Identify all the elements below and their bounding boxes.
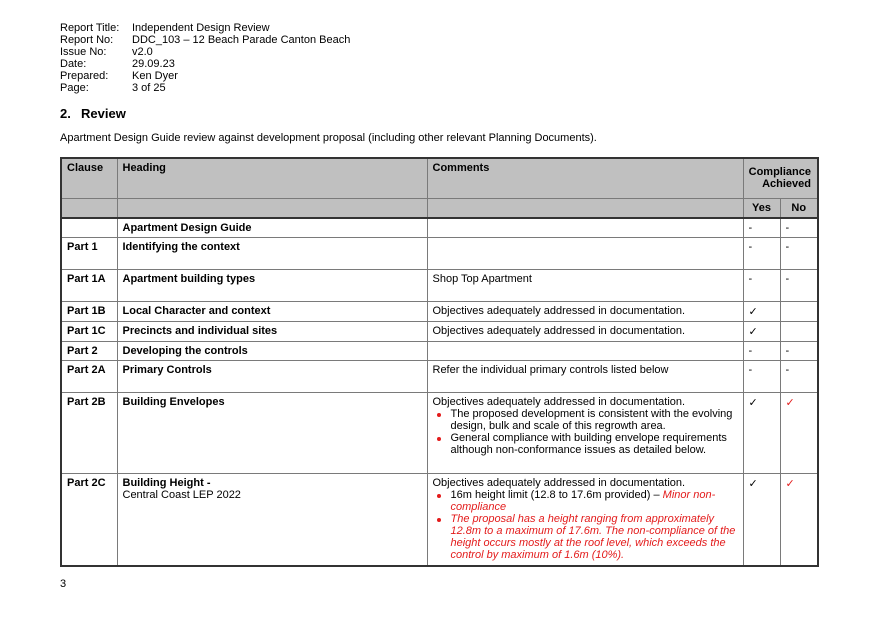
cell-heading: Apartment building types	[117, 270, 427, 302]
meta-label: Prepared:	[60, 70, 109, 82]
meta-label: Report No:	[60, 34, 114, 46]
cell-yes: ✓	[743, 474, 780, 566]
bullet-emphasis: The proposal has a height ranging from approximately 12.8m to a maximum of 17.6m. The non-compliance of the height occurs mostly at the roof level, which exceeds the control by maximum of 1.6m (10%).	[450, 513, 736, 561]
cell-yes: ✓	[743, 322, 780, 342]
cell-comment	[427, 393, 743, 474]
cell-no	[780, 322, 818, 342]
intro-text: Apartment Design Guide review against development proposal (including other relevant Planning Documents).	[60, 132, 597, 144]
comment-text: Objectives adequately addressed in documentation.	[432, 396, 686, 408]
meta-label: Page:	[60, 82, 89, 94]
bullet-text: 16m height limit (12.8 to 17.6m provided) –	[450, 489, 663, 501]
header-blank	[427, 199, 743, 219]
header-blank	[61, 199, 117, 219]
cell-clause	[61, 218, 117, 238]
cell-clause: Part 2A	[61, 361, 117, 393]
cell-comment	[427, 238, 743, 270]
table-row	[61, 474, 818, 566]
cell-comment: Objectives adequately addressed in documentation.	[427, 302, 743, 322]
header-blank	[117, 199, 427, 219]
header-clause: Clause	[61, 158, 117, 199]
cell-no: -	[780, 361, 818, 393]
cell-clause: Part 2	[61, 342, 117, 361]
comment-bullets	[433, 489, 738, 561]
cell-no: -	[780, 270, 818, 302]
table-row	[61, 270, 818, 302]
cell-no: -	[780, 218, 818, 238]
table-header-row	[61, 158, 818, 199]
cell-yes: -	[743, 361, 780, 393]
heading-subtext: Central Coast LEP 2022	[122, 489, 241, 501]
meta-row-title	[60, 22, 350, 34]
table-row	[61, 342, 818, 361]
comment-bullets	[433, 408, 738, 456]
cell-yes: -	[743, 270, 780, 302]
cell-clause: Part 1B	[61, 302, 117, 322]
table-subheader-row	[61, 199, 818, 219]
cell-comment	[427, 474, 743, 566]
cell-comment: Refer the individual primary controls listed below	[427, 361, 743, 393]
cell-no: -	[780, 342, 818, 361]
meta-row-prepared	[60, 70, 350, 82]
page-number: 3	[60, 578, 67, 590]
cell-clause: Part 2B	[61, 393, 117, 474]
cell-heading: Precincts and individual sites	[117, 322, 427, 342]
cell-heading: Building Envelopes	[117, 393, 427, 474]
cell-clause: Part 1C	[61, 322, 117, 342]
meta-label: Report Title:	[60, 22, 120, 34]
table-row	[61, 302, 818, 322]
cell-clause: Part 1A	[61, 270, 117, 302]
cell-yes: -	[743, 218, 780, 238]
heading-text: Building Height -	[122, 477, 211, 489]
cell-no	[780, 302, 818, 322]
meta-value: DDC_103 – 12 Beach Parade Canton Beach	[132, 34, 351, 46]
cell-yes: ✓	[743, 393, 780, 474]
cell-yes: -	[743, 238, 780, 270]
bullet-item	[451, 513, 738, 561]
report-meta	[60, 22, 350, 94]
cell-comment	[427, 342, 743, 361]
meta-row-issue	[60, 46, 350, 58]
bullet-item	[451, 489, 738, 513]
cell-heading: Apartment Design Guide	[117, 218, 427, 238]
meta-value: 3 of 25	[132, 82, 166, 94]
cell-yes: ✓	[743, 302, 780, 322]
meta-row-date	[60, 58, 350, 70]
cell-no: ✓	[780, 474, 818, 566]
cell-heading: Local Character and context	[117, 302, 427, 322]
cell-heading	[117, 474, 427, 566]
cell-clause: Part 1	[61, 238, 117, 270]
meta-value: Independent Design Review	[132, 22, 270, 34]
cell-comment: Shop Top Apartment	[427, 270, 743, 302]
section-title: Review	[81, 106, 126, 121]
comment-text: Objectives adequately addressed in documentation.	[432, 477, 686, 489]
header-no: No	[780, 199, 818, 219]
header-compliance: Compliance Achieved	[743, 158, 818, 199]
meta-row-page	[60, 82, 350, 94]
cell-heading: Identifying the context	[117, 238, 427, 270]
bullet-item: The proposed development is consistent with the evolving design, bulk and scale of this regrowth area.	[451, 408, 738, 432]
cell-clause: Part 2C	[61, 474, 117, 566]
meta-value: 29.09.23	[132, 58, 175, 70]
meta-value: Ken Dyer	[132, 70, 178, 82]
cell-heading: Developing the controls	[117, 342, 427, 361]
bullet-emphasis: Minor non-compliance	[450, 489, 716, 513]
cell-comment	[427, 218, 743, 238]
section-heading	[60, 106, 126, 121]
cell-heading: Primary Controls	[117, 361, 427, 393]
cell-no: ✓	[780, 393, 818, 474]
table-row	[61, 218, 818, 238]
table-row	[61, 322, 818, 342]
cell-comment: Objectives adequately addressed in documentation.	[427, 322, 743, 342]
bullet-item: General compliance with building envelope requirements although non-conformance issues as detailed below.	[451, 432, 738, 456]
section-number: 2.	[60, 106, 71, 121]
header-yes: Yes	[743, 199, 780, 219]
review-table	[60, 157, 819, 567]
cell-yes: -	[743, 342, 780, 361]
meta-label: Issue No:	[60, 46, 107, 58]
table-row	[61, 238, 818, 270]
meta-row-report-no	[60, 34, 350, 46]
meta-label: Date:	[60, 58, 87, 70]
cell-no: -	[780, 238, 818, 270]
header-heading: Heading	[117, 158, 427, 199]
header-comments: Comments	[427, 158, 743, 199]
meta-value: v2.0	[132, 46, 153, 58]
table-row	[61, 393, 818, 474]
table-row	[61, 361, 818, 393]
